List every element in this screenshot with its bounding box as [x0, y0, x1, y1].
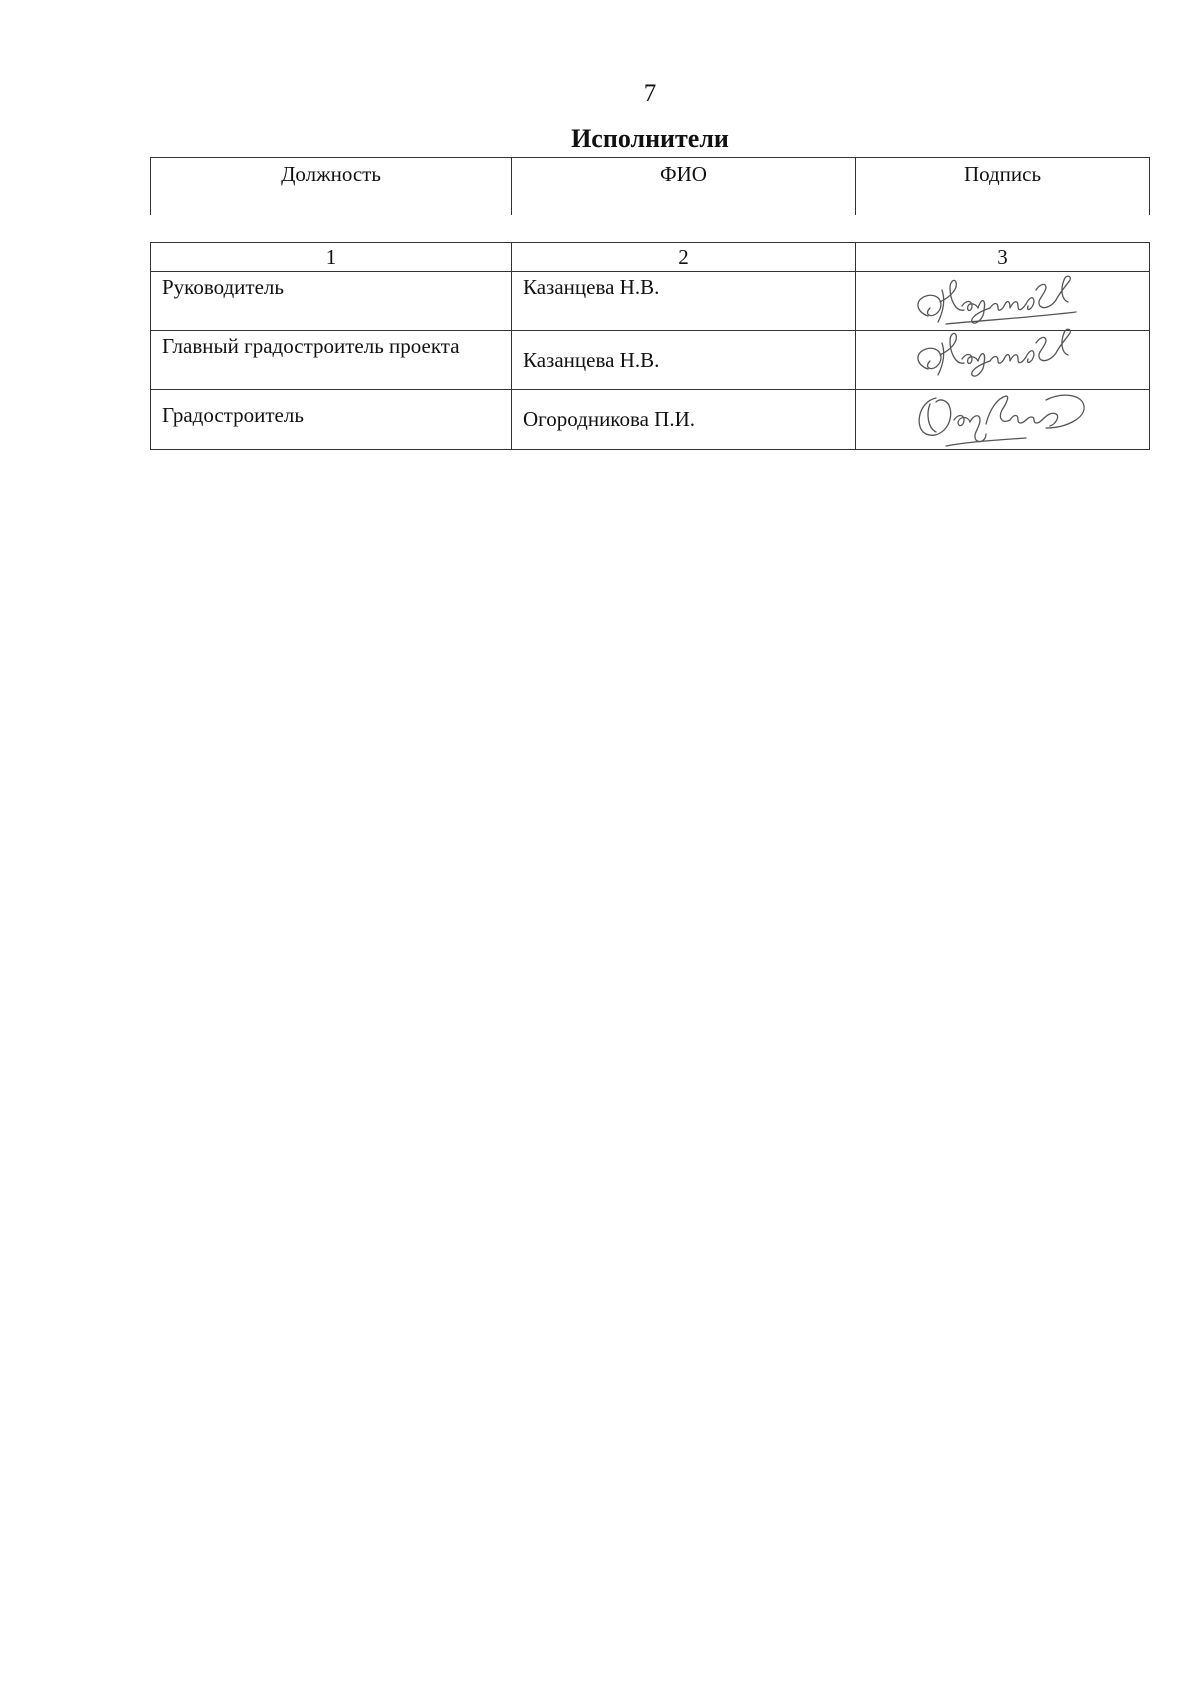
name-cell: Казанцева Н.В. [512, 331, 856, 389]
column-number: 1 [151, 243, 512, 271]
header-signature: Подпись [963, 162, 1042, 186]
name-cell: Огородникова П.И. [512, 390, 856, 449]
header-table [150, 157, 1150, 215]
signature-kazantseva-icon [906, 325, 1096, 391]
signature-cell [856, 272, 1149, 330]
position-cell: Градостроитель [151, 390, 512, 449]
header-full-name: ФИО [512, 158, 856, 215]
page-number: 7 [643, 80, 657, 107]
position-cell: Главный градостроитель проекта [151, 331, 512, 389]
column-number: 2 [512, 243, 856, 271]
executors-table [150, 242, 1150, 450]
document-title: Исполнители [571, 124, 729, 153]
signature-cell [856, 390, 1149, 449]
position-cell: Руководитель [151, 272, 512, 330]
table-row [151, 331, 1149, 390]
table-row [151, 272, 1149, 331]
table-row [151, 390, 1149, 449]
column-number: 3 [997, 245, 1008, 269]
signature-kazantseva-icon [906, 266, 1096, 332]
signature-cell [856, 331, 1149, 389]
name-cell: Казанцева Н.В. [512, 272, 856, 330]
signature-ogorodnikova-icon [906, 384, 1096, 450]
header-position: Должность [151, 158, 512, 215]
